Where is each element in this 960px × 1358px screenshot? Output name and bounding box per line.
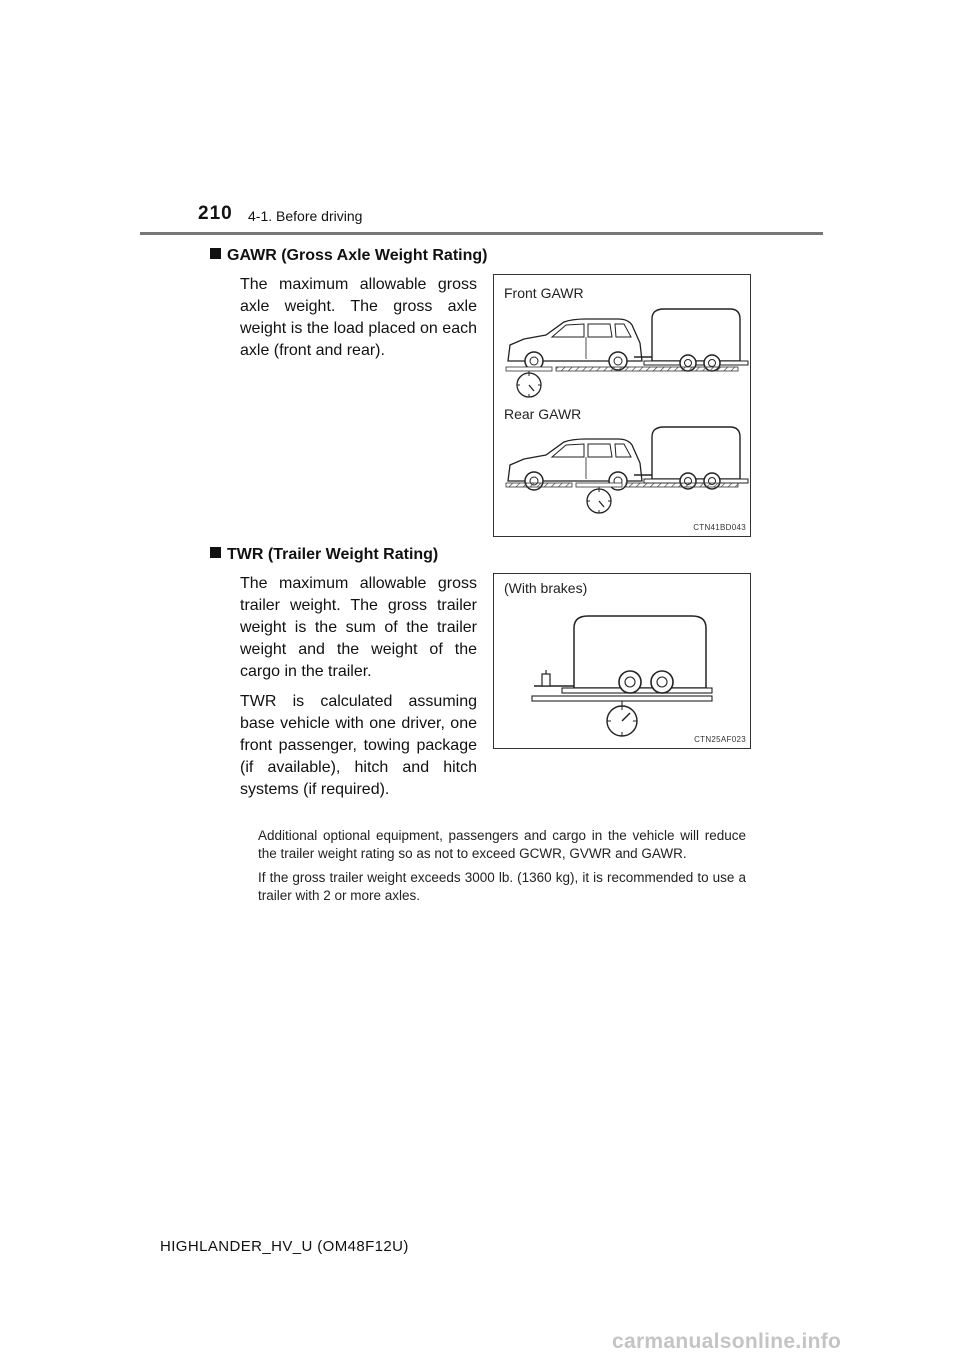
watermark: carmanualsonline.info [612, 1330, 842, 1353]
twr-body-1: The maximum allowable gross trailer weight. The gross trailer weight is the sum of the trailer weight and the weight of the cargo in the trailer. [240, 575, 477, 680]
footer-model: HIGHLANDER_HV_U (OM48F12U) [160, 1238, 409, 1255]
rear-gawr-label: Rear GAWR [504, 406, 582, 422]
twr-body-2: TWR is calculated assuming base vehicle with one driver, one front passenger, towing package (if available), hitch and hitch systems (if required). [240, 693, 477, 798]
front-gawr-label: Front GAWR [504, 285, 584, 301]
section-title: 4-1. Before driving [248, 208, 363, 224]
twr-notes [258, 827, 746, 911]
twr-description [240, 573, 477, 809]
twr-figure [493, 573, 751, 749]
twr-figure-code: CTN25AF023 [694, 735, 746, 744]
twr-heading [210, 546, 438, 564]
square-bullet-icon [210, 248, 221, 259]
gawr-heading [210, 247, 487, 265]
note-2: If the gross trailer weight exceeds 3000 lb. (1360 kg), it is recommended to use a trailer with 2 or more axles. [258, 870, 746, 903]
note-1: Additional optional equipment, passengers and cargo in the vehicle will reduce the trailer weight rating so as not to exceed GCWR, GVWR and GAWR. [258, 828, 746, 861]
page-number: 210 [198, 203, 233, 224]
gawr-heading-text: GAWR (Gross Axle Weight Rating) [227, 247, 488, 264]
gawr-figure [493, 274, 751, 537]
gawr-body: The maximum allowable gross axle weight. The gross axle weight is the load placed on each axle (front and rear). [240, 276, 477, 359]
twr-heading-text: TWR (Trailer Weight Rating) [227, 546, 439, 563]
square-bullet-icon [210, 547, 221, 558]
with-brakes-label: (With brakes) [504, 580, 588, 596]
header-divider [140, 232, 823, 235]
gawr-description [240, 274, 477, 370]
gawr-figure-code: CTN41BD043 [693, 523, 746, 532]
twr-illustration [494, 574, 750, 748]
